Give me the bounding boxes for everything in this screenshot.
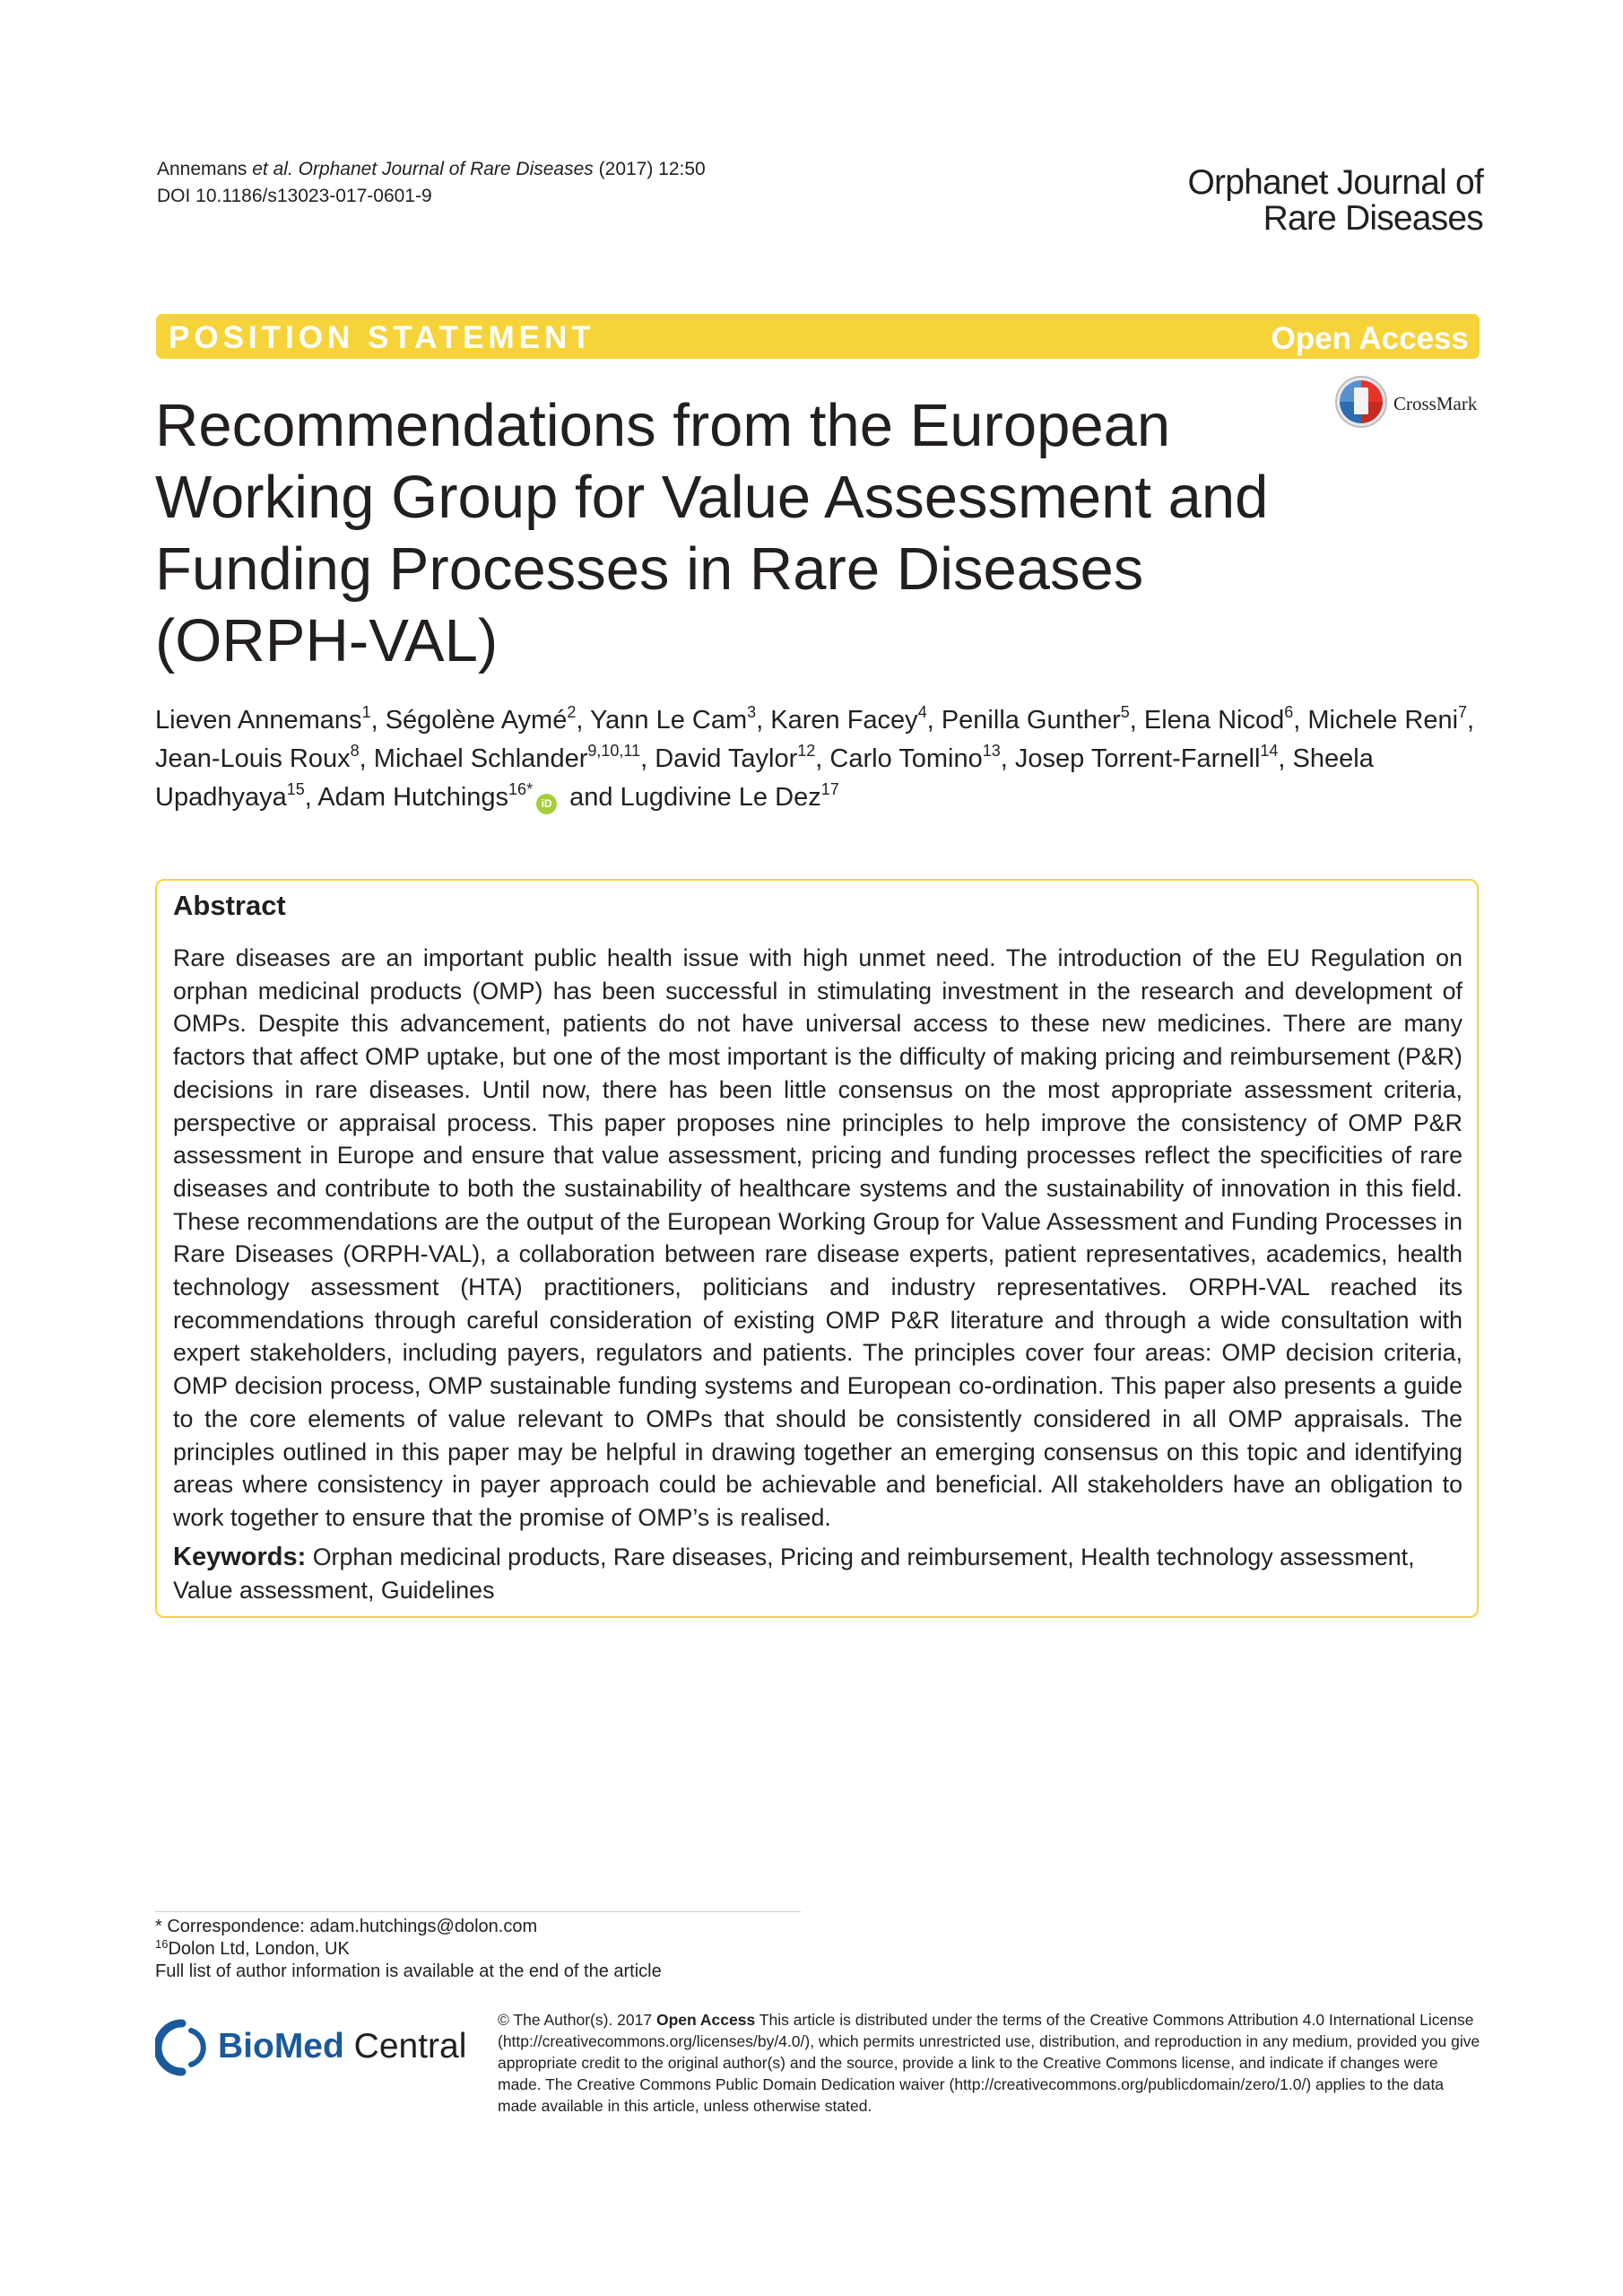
crossmark-label: CrossMark [1393,393,1478,414]
correspondence[interactable]: * Correspondence: adam.hutchings@dolon.com [155,1917,538,1936]
orcid-icon[interactable]: iD [536,794,557,814]
citation-header [157,156,706,210]
author[interactable]: Sheela Upadhyaya$^{15}$ [155,744,1374,812]
citation-year-volume: (2017) 12:50 [598,159,706,179]
author[interactable]: David Taylor$^{12}$ [655,742,816,773]
citation-journal: et al. Orphanet Journal of Rare Diseases [252,159,594,179]
keywords [173,1541,1462,1606]
abstract-text: Rare diseases are an important public health issue with high unmet need. The introduction of the EU Regulation on orphan medicinal products (OMP) has been successful in stimulating investment in the research and development of OMPs. Despite this advancement, patients do not have universal access to these new medicines. There are many factors that affect OMP uptake, but one of the most important is the difficulty of making pricing and reimbursement (P&R) decisions in rare diseases. Until now, there has been little consensus on the most appropriate assessment criteria, perspective or appraisal process. This paper proposes nine principles to help improve the consistency of OMP P&R assessment in Europe and ensure that value assessment, pricing and funding processes reflect the specificities of rare diseases and contribute to both the sustainability of healthcare systems and the sustainability of innovation in this field. These recommendations are the output of the European Working Group for Value Assessment and Funding Processes in Rare Diseases (ORPH-VAL), a collaboration between rare disease experts, patient representatives, academics, health technology assessment (HTA) practitioners, politicians and industry representatives. ORPH-VAL reached its recommendations through careful consideration of existing OMP P&R literature and through a wide consultation with expert stakeholders, including payers, regulators and patients. The principles cover four areas: OMP decision criteria, OMP decision process, OMP sustainable funding systems and European co-ordination. This paper also presents a guide to the core elements of value relevant to OMPs that should be consistently considered in all OMP appraisals. The principles outlined in this paper may be helpful in drawing together an emerging consensus on this topic and identifying areas where consistency in payer approach could be achievable and beneficial. All stakeholders have an obligation to work together to ensure that the promise of OMP’s is realised. [173,944,1462,1531]
author[interactable]: Michele Reni$^7$ [1307,703,1468,735]
biomed-central-logo[interactable] [155,2016,478,2081]
license-statement: © The Author(s). 2017 Open Access This article is distributed under the terms of the Creative Commons Attribution 4.0 International License (http://creativecommons.org/licenses/by/4.0/), which permits unrestricted use, distribution, and reproduction in any medium, provided you give appropriate credit to the original author(s) and the source, provide a link to the Creative Commons license, and indicate if changes were made. The Creative Commons Public Domain Dedication waiver (http://creativecommons.org/publicdomain/zero/1.0/) applies to the data made available in this article, unless otherwise stated. [498,2011,1480,2115]
author[interactable]: Elena Nicod$^6$ [1143,703,1294,735]
author-list: Lieven Annemans$^1$, Ségolène Aymé$^2$, Yann Le Cam$^3$, Karen Facey$^4$, Penilla Gunther$^5$, Elena Nicod$^6$, Michele Reni$^7$, Jean-Louis Roux$^8$, Michael Schlander$^{9,10,11}$, David Taylor$^{12}$, Carlo Tomino$^{13}$, Josep Torrent-Farnell$^{14}$, Sheela Upadhyaya$^{15}$, Adam Hutchings$^{16*}$iD and Lugdivine Le Dez$^{17}$ [155,701,1491,817]
keywords-list: Orphan medicinal products, Rare diseases, Pricing and reimbursement, Health technology assessment, Value assessment, Guidelines [173,1544,1415,1604]
citation-authors: Annemans [157,159,247,179]
doi[interactable]: DOI 10.1186/s13023-017-0601-9 [157,186,432,206]
open-access-label[interactable]: Open Access [1271,321,1469,356]
author[interactable]: Penilla Gunther$^5$ [941,703,1130,735]
biomed-central-icon [155,2018,214,2077]
affiliation-16: $^{16}$Dolon Ltd, London, UK [155,1937,350,1959]
author[interactable]: Yann Le Cam$^3$ [589,703,757,735]
author[interactable]: Josep Torrent-Farnell$^{14}$ [1014,742,1279,773]
license-open-access: Open Access [655,2011,756,2029]
author[interactable]: Jean-Louis Roux$^8$ [155,742,360,773]
abstract-box [155,879,1479,1618]
journal-name-line2: Rare Diseases [1263,199,1483,238]
author[interactable]: Ségolène Aymé$^2$ [385,703,577,735]
author-info-note: Full list of author information is available at the end of the article [155,1961,662,1981]
citation-line [157,156,706,183]
author-conjunction: and [569,783,613,812]
article-title: Recommendations from the European Working Group for Value Assessment and Funding Processes in Rare Diseases (ORPH-VAL) [155,392,1269,674]
author[interactable]: Adam Hutchings$^{16*}$ [317,780,534,812]
article-type-label: POSITION STATEMENT [169,320,595,355]
crossmark-badge[interactable] [1334,375,1567,429]
journal-name-line1: Orphanet Journal of [1187,163,1483,202]
author[interactable]: Lieven Annemans$^1$ [155,703,371,735]
author[interactable]: Michael Schlander$^{9,10,11}$ [373,742,641,773]
author[interactable]: Lugdivine Le Dez$^{17}$ [620,780,839,812]
journal-logo [1187,165,1483,237]
article-type-banner [156,314,1480,359]
footnote-divider [155,1911,801,1912]
author[interactable]: Carlo Tomino$^{13}$ [829,742,1001,773]
abstract-heading: Abstract [173,890,286,921]
crossmark-icon [1334,375,1388,429]
publisher-name: BioMed Central [218,2027,467,2066]
author[interactable]: Karen Facey$^4$ [770,703,927,735]
keywords-label: Keywords: [173,1543,307,1571]
